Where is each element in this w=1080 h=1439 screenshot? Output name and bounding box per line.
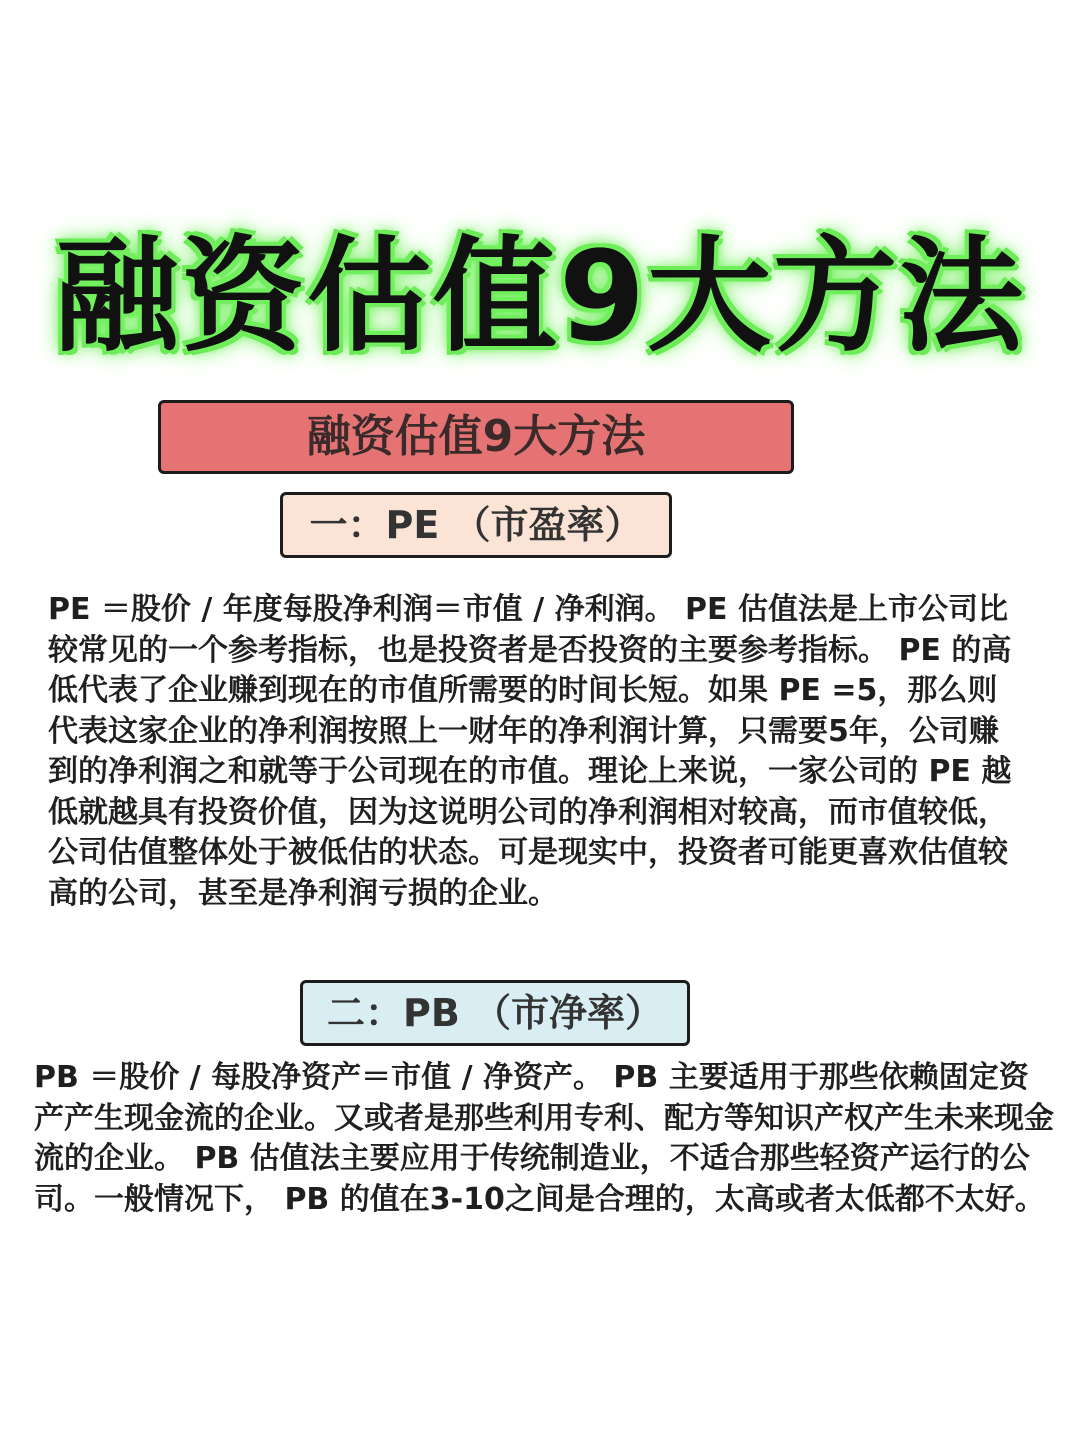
pe-section-heading: 一：PE （市盈率）	[280, 492, 672, 558]
pb-section-heading: 二：PB （市净率）	[300, 980, 690, 1046]
pb-description: PB ＝股价 / 每股净资产＝市值 / 净资产。 PB 主要适用于那些依赖固定资产产生现金流的企业。又或者是那些利用专利、配方等知识产权产生未来现金流的企业。 PB 估值法主要应用于传统制造业，不适合那些轻资产运行的公司。一般情况下， PB 的值在3-10之间是合理的，太高或者太低都不太好。	[34, 1060, 1054, 1217]
pe-description: PE ＝股价 / 年度每股净利润＝市值 / 净利润。 PE 估值法是上市公司比较常见的一个参考指标，也是投资者是否投资的主要参考指标。 PE 的高低代表了企业赚到现在的市值所需要的时间长短。如果 PE =5，那么则代表这家企业的净利润按照上一财年的净利润计算，只需要5年，公司赚到的净利润之和就等于公司现在的市值。理论上来说，一家公司的 PE 越低就越具有投资价值，因为这说明公司的净利润相对较高，而市值较低，公司估值整体处于被低估的状态。可是现实中，投资者可能更喜欢估值较高的公司，甚至是净利润亏损的企业。	[48, 592, 1012, 911]
hero-title: 融资估值9大方法	[54, 225, 1026, 370]
section-banner: 融资估值9大方法	[158, 400, 794, 474]
